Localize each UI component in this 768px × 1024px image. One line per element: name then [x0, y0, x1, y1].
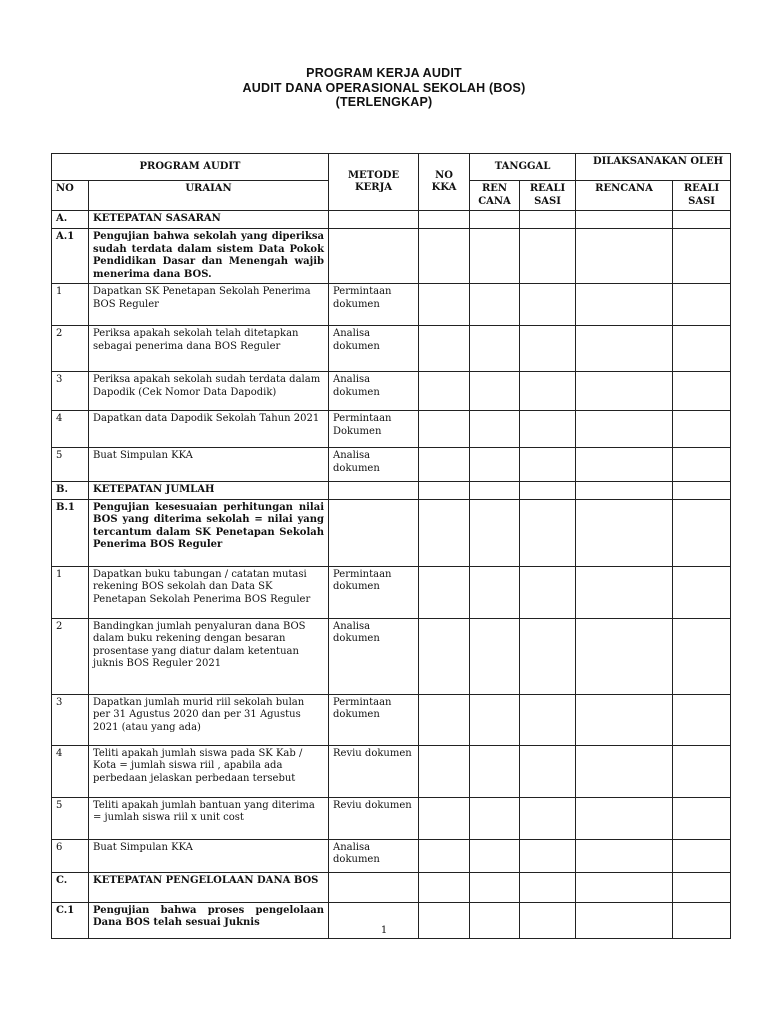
- row-rencana-tanggal: [470, 839, 520, 872]
- row-uraian: Dapatkan buku tabungan / catatan mutasi rekening BOS sekolah dan Data SK Penetapan Sekolah Penerima BOS Reguler: [89, 566, 329, 618]
- row-no-kka: [419, 839, 470, 872]
- row-metode-kerja: Permintaan Dokumen: [329, 411, 419, 448]
- table-row: [52, 482, 731, 500]
- header-dilaksanakan-oleh: DILAKSANAKAN OLEH: [576, 154, 731, 181]
- row-uraian: Buat Simpulan KKA: [89, 839, 329, 872]
- row-metode-kerja: Analisa dokumen: [329, 618, 419, 694]
- row-number: B.1: [52, 499, 89, 566]
- row-no-kka: [419, 284, 470, 326]
- table-row: [52, 326, 731, 372]
- row-realisasi-oleh: [673, 839, 731, 872]
- row-number: 4: [52, 411, 89, 448]
- row-number: 2: [52, 326, 89, 372]
- row-realisasi-oleh: [673, 411, 731, 448]
- row-realisasi-oleh: [673, 499, 731, 566]
- row-number: 1: [52, 284, 89, 326]
- row-number: C.1: [52, 902, 89, 938]
- header-realisasi-oleh: REALI SASI: [673, 181, 731, 211]
- row-uraian: Dapatkan data Dapodik Sekolah Tahun 2021: [89, 411, 329, 448]
- row-realisasi-oleh: [673, 797, 731, 839]
- row-no-kka: [419, 566, 470, 618]
- row-no-kka: [419, 797, 470, 839]
- row-metode-kerja: Permintaan dokumen: [329, 566, 419, 618]
- document-title-block: [0, 66, 768, 110]
- row-realisasi-tanggal: [520, 372, 576, 411]
- row-number: 3: [52, 694, 89, 745]
- row-realisasi-tanggal: [520, 872, 576, 902]
- row-realisasi-oleh: [673, 566, 731, 618]
- row-number: 3: [52, 372, 89, 411]
- row-rencana-oleh: [576, 482, 673, 500]
- row-uraian: KETEPATAN PENGELOLAAN DANA BOS: [89, 872, 329, 902]
- row-realisasi-tanggal: [520, 839, 576, 872]
- row-no-kka: [419, 411, 470, 448]
- row-rencana-oleh: [576, 372, 673, 411]
- row-uraian: KETEPATAN SASARAN: [89, 211, 329, 229]
- table-row: [52, 411, 731, 448]
- row-uraian: Pengujian bahwa sekolah yang diperiksa sudah terdata dalam sistem Data Pokok Pendidikan Dasar dan Menengah wajib menerima dana BOS.: [89, 229, 329, 284]
- row-rencana-tanggal: [470, 448, 520, 482]
- header-no-kka: NO KKA: [419, 154, 470, 211]
- row-no-kka: [419, 694, 470, 745]
- row-rencana-oleh: [576, 326, 673, 372]
- row-realisasi-tanggal: [520, 566, 576, 618]
- row-no-kka: [419, 211, 470, 229]
- table-row: [52, 566, 731, 618]
- row-uraian: Teliti apakah jumlah siswa pada SK Kab / Kota = jumlah siswa riil , apabila ada perbedaan jelaskan perbedaan tersebut: [89, 745, 329, 797]
- row-no-kka: [419, 872, 470, 902]
- row-realisasi-oleh: [673, 229, 731, 284]
- row-rencana-oleh: [576, 499, 673, 566]
- row-metode-kerja: Reviu dokumen: [329, 797, 419, 839]
- row-number: 4: [52, 745, 89, 797]
- row-realisasi-oleh: [673, 211, 731, 229]
- row-uraian: Pengujian bahwa proses pengelolaan Dana BOS telah sesuai Juknis: [89, 902, 329, 938]
- row-metode-kerja: Reviu dokumen: [329, 745, 419, 797]
- row-rencana-oleh: [576, 797, 673, 839]
- table-row: [52, 694, 731, 745]
- row-rencana-tanggal: [470, 229, 520, 284]
- header-rencana-tanggal: REN CANA: [470, 181, 520, 211]
- header-uraian: URAIAN: [89, 181, 329, 211]
- row-rencana-oleh: [576, 284, 673, 326]
- row-rencana-tanggal: [470, 372, 520, 411]
- table-row: [52, 229, 731, 284]
- row-uraian: Buat Simpulan KKA: [89, 448, 329, 482]
- row-realisasi-tanggal: [520, 797, 576, 839]
- row-no-kka: [419, 372, 470, 411]
- row-number: 1: [52, 566, 89, 618]
- table-row: [52, 284, 731, 326]
- row-realisasi-oleh: [673, 872, 731, 902]
- row-rencana-oleh: [576, 839, 673, 872]
- row-realisasi-tanggal: [520, 284, 576, 326]
- row-metode-kerja: Analisa dokumen: [329, 448, 419, 482]
- row-realisasi-oleh: [673, 618, 731, 694]
- table-row: [52, 797, 731, 839]
- row-metode-kerja: [329, 482, 419, 500]
- row-uraian: Teliti apakah jumlah bantuan yang diterima = jumlah siswa riil x unit cost: [89, 797, 329, 839]
- row-uraian: Bandingkan jumlah penyaluran dana BOS dalam buku rekening dengan besaran prosentase yang diatur dalam ketentuan juknis BOS Reguler 2021: [89, 618, 329, 694]
- header-program-audit: PROGRAM AUDIT: [52, 154, 329, 181]
- header-rencana-oleh: RENCANA: [576, 181, 673, 211]
- row-realisasi-tanggal: [520, 211, 576, 229]
- row-number: A.: [52, 211, 89, 229]
- table-row: [52, 499, 731, 566]
- row-realisasi-oleh: [673, 284, 731, 326]
- row-metode-kerja: [329, 229, 419, 284]
- row-number: B.: [52, 482, 89, 500]
- row-rencana-oleh: [576, 618, 673, 694]
- row-number: A.1: [52, 229, 89, 284]
- row-realisasi-oleh: [673, 448, 731, 482]
- row-rencana-tanggal: [470, 745, 520, 797]
- row-number: 5: [52, 797, 89, 839]
- header-tanggal: TANGGAL: [470, 154, 576, 181]
- row-realisasi-oleh: [673, 745, 731, 797]
- title-line-3: (TERLENGKAP): [335, 95, 433, 109]
- row-rencana-tanggal: [470, 211, 520, 229]
- table-row: [52, 618, 731, 694]
- row-uraian: Dapatkan jumlah murid riil sekolah bulan per 31 Agustus 2020 dan per 31 Agustus 2021 (atau yang ada): [89, 694, 329, 745]
- row-number: 6: [52, 839, 89, 872]
- row-rencana-tanggal: [470, 797, 520, 839]
- row-realisasi-tanggal: [520, 618, 576, 694]
- row-number: 5: [52, 448, 89, 482]
- row-uraian: Periksa apakah sekolah telah ditetapkan sebagai penerima dana BOS Reguler: [89, 326, 329, 372]
- table-row: [52, 839, 731, 872]
- table-row: [52, 372, 731, 411]
- row-no-kka: [419, 499, 470, 566]
- table-row: [52, 211, 731, 229]
- row-metode-kerja: [329, 211, 419, 229]
- header-metode-kerja: METODE KERJA: [329, 154, 419, 211]
- table-row: [52, 448, 731, 482]
- row-realisasi-oleh: [673, 482, 731, 500]
- row-no-kka: [419, 326, 470, 372]
- header-no: NO: [52, 181, 89, 211]
- row-metode-kerja: [329, 499, 419, 566]
- row-rencana-oleh: [576, 745, 673, 797]
- row-rencana-oleh: [576, 229, 673, 284]
- title-line-1: PROGRAM KERJA AUDIT: [306, 66, 462, 80]
- row-rencana-oleh: [576, 566, 673, 618]
- row-metode-kerja: Analisa dokumen: [329, 372, 419, 411]
- row-number: C.: [52, 872, 89, 902]
- title-line-2: AUDIT DANA OPERASIONAL SEKOLAH (BOS): [242, 80, 526, 95]
- row-no-kka: [419, 482, 470, 500]
- row-uraian: Dapatkan SK Penetapan Sekolah Penerima BOS Reguler: [89, 284, 329, 326]
- row-no-kka: [419, 229, 470, 284]
- row-number: 2: [52, 618, 89, 694]
- header-row-1: [52, 154, 731, 181]
- row-realisasi-oleh: [673, 326, 731, 372]
- row-realisasi-oleh: [673, 372, 731, 411]
- row-rencana-tanggal: [470, 694, 520, 745]
- table-row: [52, 745, 731, 797]
- row-rencana-tanggal: [470, 284, 520, 326]
- audit-program-table: [51, 153, 731, 939]
- row-rencana-oleh: [576, 448, 673, 482]
- row-realisasi-tanggal: [520, 448, 576, 482]
- row-realisasi-tanggal: [520, 499, 576, 566]
- row-rencana-oleh: [576, 411, 673, 448]
- header-realisasi-tanggal: REALI SASI: [520, 181, 576, 211]
- row-uraian: Periksa apakah sekolah sudah terdata dalam Dapodik (Cek Nomor Data Dapodik): [89, 372, 329, 411]
- table-row: [52, 872, 731, 902]
- row-metode-kerja: Analisa dokumen: [329, 839, 419, 872]
- row-realisasi-tanggal: [520, 694, 576, 745]
- row-metode-kerja: Analisa dokumen: [329, 326, 419, 372]
- row-uraian: Pengujian kesesuaian perhitungan nilai BOS yang diterima sekolah = nilai yang tercantum dalam SK Penetapan Sekolah Penerima BOS Reguler: [89, 499, 329, 566]
- row-rencana-tanggal: [470, 499, 520, 566]
- row-rencana-tanggal: [470, 618, 520, 694]
- row-realisasi-tanggal: [520, 745, 576, 797]
- row-rencana-tanggal: [470, 872, 520, 902]
- page-number: 1: [380, 925, 388, 936]
- row-rencana-oleh: [576, 872, 673, 902]
- row-metode-kerja: [329, 872, 419, 902]
- row-realisasi-tanggal: [520, 326, 576, 372]
- row-no-kka: [419, 448, 470, 482]
- row-metode-kerja: Permintaan dokumen: [329, 694, 419, 745]
- row-metode-kerja: Permintaan dokumen: [329, 284, 419, 326]
- row-no-kka: [419, 745, 470, 797]
- row-rencana-oleh: [576, 694, 673, 745]
- row-no-kka: [419, 618, 470, 694]
- row-rencana-tanggal: [470, 411, 520, 448]
- row-rencana-tanggal: [470, 566, 520, 618]
- row-rencana-tanggal: [470, 326, 520, 372]
- row-realisasi-oleh: [673, 694, 731, 745]
- row-realisasi-tanggal: [520, 482, 576, 500]
- row-rencana-oleh: [576, 211, 673, 229]
- row-realisasi-tanggal: [520, 411, 576, 448]
- row-realisasi-tanggal: [520, 229, 576, 284]
- row-rencana-tanggal: [470, 482, 520, 500]
- row-uraian: KETEPATAN JUMLAH: [89, 482, 329, 500]
